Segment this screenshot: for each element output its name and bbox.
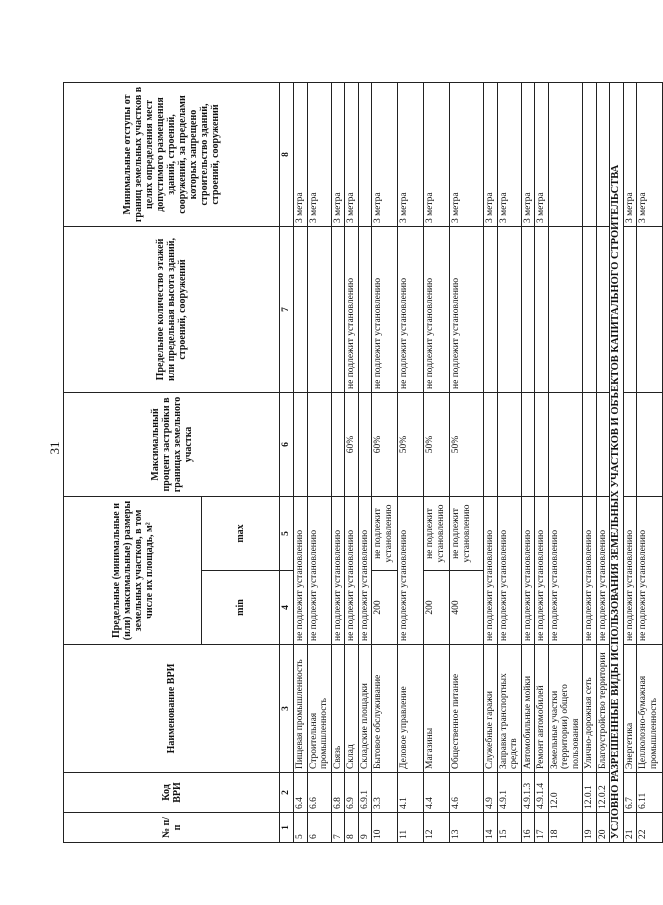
row-coverage — [583, 392, 597, 496]
row-min: 400 — [450, 571, 484, 645]
row-minmax: не подлежит установлению — [497, 496, 521, 644]
row-code: 4.9.1.3 — [521, 773, 535, 813]
row-num: 14 — [484, 813, 498, 843]
table-row — [294, 82, 308, 842]
table-row — [331, 82, 345, 842]
row-name: Улично-дорожная сеть — [583, 645, 597, 773]
row-setback — [596, 82, 610, 226]
column-number: 4 — [280, 571, 294, 645]
row-num: 12 — [424, 813, 450, 843]
row-code: 6.11 — [637, 773, 663, 813]
row-num: 16 — [521, 813, 535, 843]
table-row — [345, 82, 359, 842]
row-code: 4.9.1 — [497, 773, 521, 813]
row-setback: 3 метра — [637, 82, 663, 226]
rotated-page — [63, 83, 659, 843]
column-number-row — [280, 82, 294, 842]
column-number: 7 — [280, 226, 294, 392]
row-coverage — [358, 392, 372, 496]
row-setback: 3 метра — [497, 82, 521, 226]
row-name: Целлюлозно-бумажная промышленность — [637, 645, 663, 773]
table-row — [372, 82, 398, 842]
row-max: не подлежит установлению — [424, 496, 450, 570]
row-code: 6.9.1 — [358, 773, 372, 813]
header-setback: Минимальные отступы от границ земельных участков в целях определения мест допустимого размещения зданий, строений, сооружений, за пределами которых запрещено строительство зданий, строений, сооружений — [64, 82, 280, 226]
table-row — [450, 82, 484, 842]
table-row — [637, 82, 663, 842]
table-row — [596, 82, 610, 842]
row-floors — [331, 226, 345, 392]
row-num: 20 — [596, 813, 610, 843]
row-minmax: не подлежит установлению — [637, 496, 663, 644]
row-num: 5 — [294, 813, 308, 843]
zoning-table — [63, 82, 663, 843]
column-number: 2 — [280, 773, 294, 813]
row-setback — [548, 82, 583, 226]
row-setback: 3 метра — [372, 82, 398, 226]
row-floors — [637, 226, 663, 392]
row-code: 12.0.1 — [583, 773, 597, 813]
row-floors — [521, 226, 535, 392]
row-max: не подлежит установлению — [372, 496, 398, 570]
row-setback: 3 метра — [345, 82, 359, 226]
row-floors: не подлежит установлению — [424, 226, 450, 392]
row-name: Бытовое обслуживание — [372, 645, 398, 773]
row-minmax: не подлежит установлению — [484, 496, 498, 644]
row-floors: не подлежит установлению — [345, 226, 359, 392]
section-title: УСЛОВНО РАЗРЕШЕННЫЕ ВИДЫ ИСПОЛЬЗОВАНИЯ ЗЕМЕЛЬНЫХ УЧАСТКОВ И ОБЪЕКТОВ КАПИТАЛЬНОГО СТРОИТЕЛЬСТВА — [610, 82, 624, 842]
row-coverage: 50% — [450, 392, 484, 496]
row-code: 4.9.1.4 — [535, 773, 549, 813]
row-setback — [583, 82, 597, 226]
row-floors — [623, 226, 637, 392]
row-minmax: не подлежит установлению — [583, 496, 597, 644]
row-coverage: 60% — [372, 392, 398, 496]
row-coverage: 50% — [424, 392, 450, 496]
row-coverage — [331, 392, 345, 496]
row-setback: 3 метра — [623, 82, 637, 226]
table-row — [623, 82, 637, 842]
row-num: 19 — [583, 813, 597, 843]
row-coverage — [521, 392, 535, 496]
table-row — [398, 82, 424, 842]
table-row — [497, 82, 521, 842]
row-setback: 3 метра — [450, 82, 484, 226]
row-floors: не подлежит установлению — [398, 226, 424, 392]
row-setback: 3 метра — [535, 82, 549, 226]
header-size-group: Предельные (минимальные и (или) максимальные) размеры земельных участков, в том числе их площадь, м² — [64, 496, 202, 644]
table-body — [294, 82, 663, 842]
row-name: Складские площадки — [358, 645, 372, 773]
row-name: Энергетика — [623, 645, 637, 773]
row-minmax: не подлежит установлению — [358, 496, 372, 644]
row-code: 6.8 — [331, 773, 345, 813]
row-name: Служебные гаражи — [484, 645, 498, 773]
row-num: 17 — [535, 813, 549, 843]
column-number: 5 — [280, 496, 294, 570]
row-coverage — [596, 392, 610, 496]
row-num: 6 — [307, 813, 331, 843]
row-name: Земельные участки (территории) общего пользования — [548, 645, 583, 773]
table-row — [424, 82, 450, 842]
row-coverage — [497, 392, 521, 496]
row-coverage — [548, 392, 583, 496]
row-floors — [583, 226, 597, 392]
row-num: 22 — [637, 813, 663, 843]
row-setback: 3 метра — [521, 82, 535, 226]
row-name: Благоустройство территории — [596, 645, 610, 773]
row-min: 200 — [372, 571, 398, 645]
row-max: не подлежит установлению — [450, 496, 484, 570]
row-num: 15 — [497, 813, 521, 843]
row-code: 6.6 — [307, 773, 331, 813]
row-minmax: не подлежит установлению — [548, 496, 583, 644]
row-minmax: не подлежит установлению — [294, 496, 308, 644]
row-name: Автомобильные мойки — [521, 645, 535, 773]
column-number: 3 — [280, 645, 294, 773]
header-min: min — [202, 571, 280, 645]
row-code: 4.6 — [450, 773, 484, 813]
row-name: Строительная промышленность — [307, 645, 331, 773]
row-num: 8 — [345, 813, 359, 843]
row-name: Ремонт автомобилей — [535, 645, 549, 773]
table-row — [358, 82, 372, 842]
row-setback: 3 метра — [424, 82, 450, 226]
row-code: 4.1 — [398, 773, 424, 813]
header-floors: Предельное количество этажей или предельная высота зданий, строений, сооружений — [64, 226, 280, 392]
row-code: 4.9 — [484, 773, 498, 813]
row-code: 12.0 — [548, 773, 583, 813]
header-code: Код ВРИ — [64, 773, 280, 813]
row-num: 7 — [331, 813, 345, 843]
row-code: 12.0.2 — [596, 773, 610, 813]
row-setback: 3 метра — [307, 82, 331, 226]
column-number: 8 — [280, 82, 294, 226]
table-row — [484, 82, 498, 842]
header-max: max — [202, 496, 280, 570]
row-minmax: не подлежит установлению — [331, 496, 345, 644]
row-coverage: 50% — [398, 392, 424, 496]
row-name: Заправка транспортных средств — [497, 645, 521, 773]
row-num: 21 — [623, 813, 637, 843]
table-row — [548, 82, 583, 842]
row-num: 11 — [398, 813, 424, 843]
row-coverage — [294, 392, 308, 496]
row-floors — [497, 226, 521, 392]
row-minmax: не подлежит установлению — [535, 496, 549, 644]
row-name: Связь — [331, 645, 345, 773]
row-code: 6.9 — [345, 773, 359, 813]
row-num: 9 — [358, 813, 372, 843]
row-minmax: не подлежит установлению — [307, 496, 331, 644]
table-row — [535, 82, 549, 842]
row-name: Деловое управление — [398, 645, 424, 773]
header-coverage: Максимальный процент застройки в границах земельного участка — [64, 392, 280, 496]
row-num: 13 — [450, 813, 484, 843]
row-coverage — [637, 392, 663, 496]
row-minmax: не подлежит установлению — [521, 496, 535, 644]
table-row — [583, 82, 597, 842]
row-code: 6.7 — [623, 773, 637, 813]
row-num: 10 — [372, 813, 398, 843]
column-number: 6 — [280, 392, 294, 496]
row-name: Общественное питание — [450, 645, 484, 773]
row-coverage — [535, 392, 549, 496]
row-floors — [307, 226, 331, 392]
row-coverage — [307, 392, 331, 496]
row-min: 200 — [424, 571, 450, 645]
table-row — [307, 82, 331, 842]
header-name: Наименование ВРИ — [64, 645, 280, 773]
row-floors: не подлежит установлению — [372, 226, 398, 392]
row-floors — [484, 226, 498, 392]
row-setback: 3 метра — [484, 82, 498, 226]
column-number: 1 — [280, 813, 294, 843]
row-coverage — [623, 392, 637, 496]
row-code: 3.3 — [372, 773, 398, 813]
row-floors — [535, 226, 549, 392]
row-floors — [548, 226, 583, 392]
row-minmax: не подлежит установлению — [623, 496, 637, 644]
row-name: Магазины — [424, 645, 450, 773]
row-minmax: не подлежит установлению — [398, 496, 424, 644]
row-minmax: не подлежит установлению — [596, 496, 610, 644]
row-name: Пищевая промышленность — [294, 645, 308, 773]
row-setback: 3 метра — [331, 82, 345, 226]
row-floors: не подлежит установлению — [450, 226, 484, 392]
row-code: 6.4 — [294, 773, 308, 813]
row-code: 4.4 — [424, 773, 450, 813]
row-name: Склад — [345, 645, 359, 773]
row-floors — [358, 226, 372, 392]
header-num: № п/п — [64, 813, 280, 843]
row-floors — [294, 226, 308, 392]
row-setback: 3 метра — [398, 82, 424, 226]
row-coverage: 60% — [345, 392, 359, 496]
row-coverage — [484, 392, 498, 496]
row-setback: 3 метра — [294, 82, 308, 226]
table-row — [521, 82, 535, 842]
row-setback — [358, 82, 372, 226]
page-number: 31 — [47, 441, 62, 455]
row-floors — [596, 226, 610, 392]
section-row — [610, 82, 624, 842]
row-num: 18 — [548, 813, 583, 843]
row-minmax: не подлежит установлению — [345, 496, 359, 644]
